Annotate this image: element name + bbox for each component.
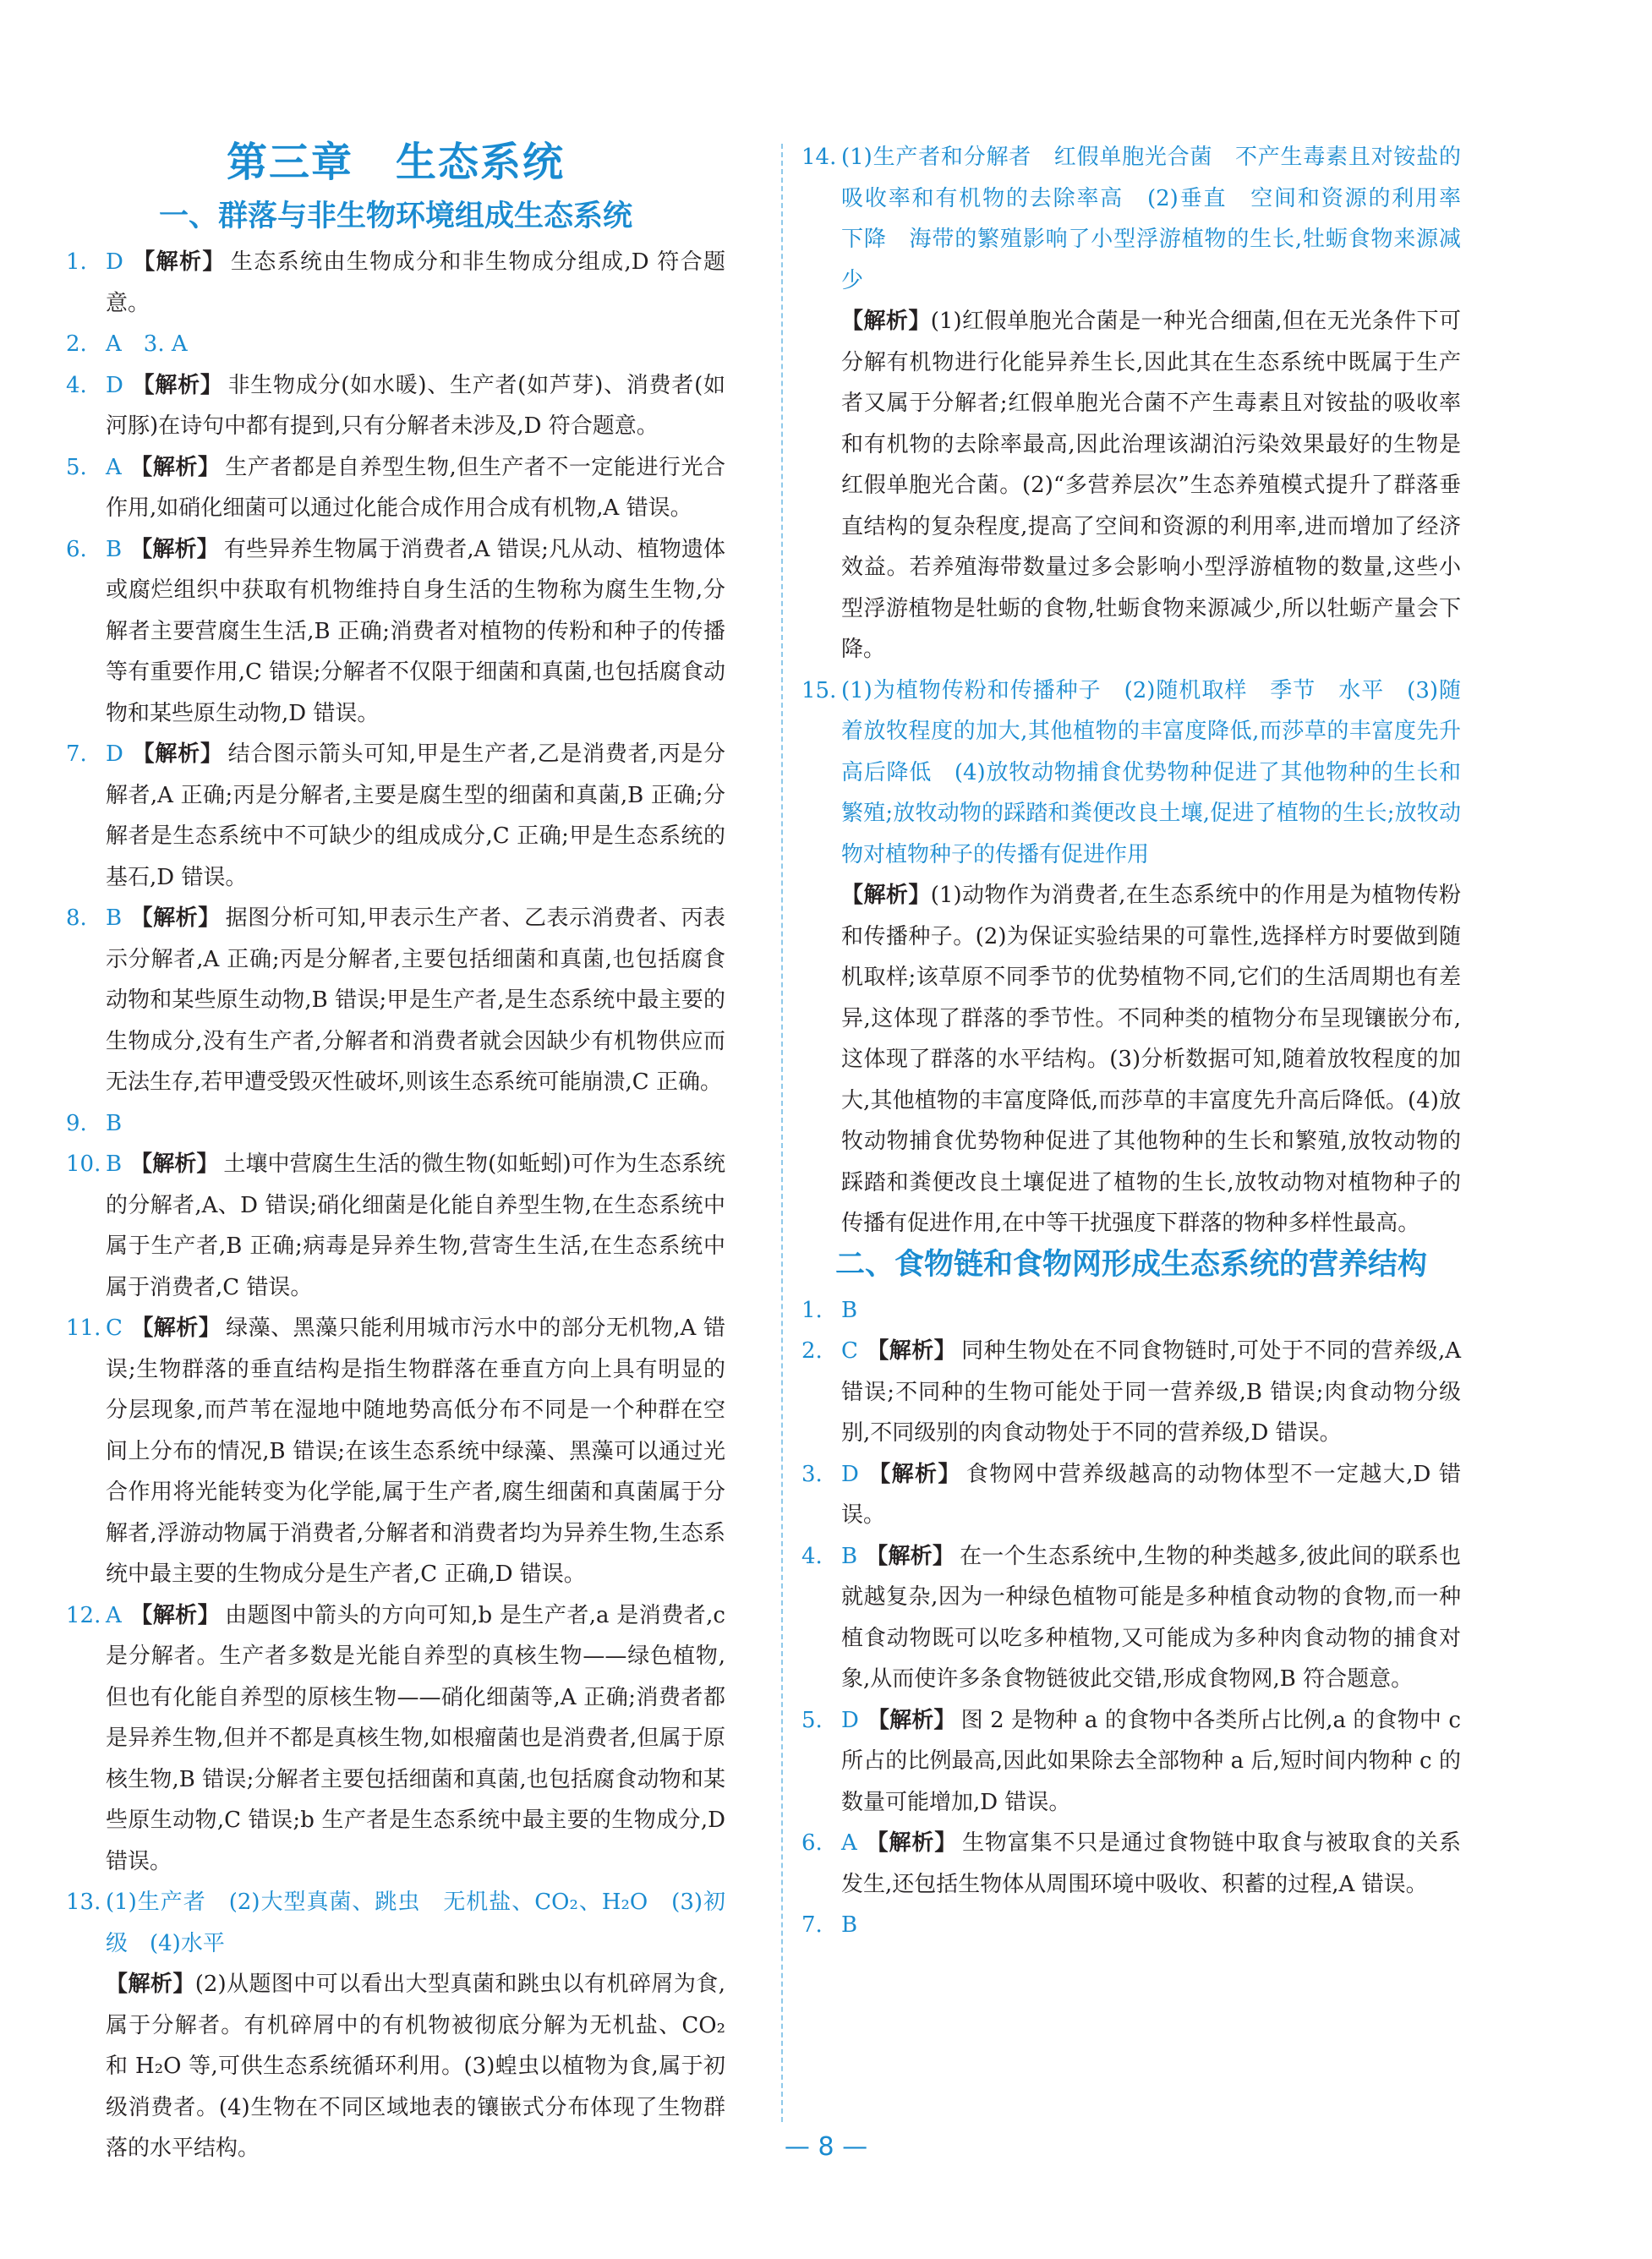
item-number: 14. bbox=[801, 145, 837, 170]
answer-key: C bbox=[841, 1338, 858, 1364]
analysis-text: 生态系统由生物成分和非生物成分组成,D 符合题意。 bbox=[106, 249, 725, 316]
item-number: 6. bbox=[66, 536, 87, 562]
analysis-tag: 【解析】 bbox=[130, 905, 221, 931]
analysis-tag: 【解析】 bbox=[130, 1315, 222, 1341]
analysis-text: 土壤中营腐生生活的微生物(如蚯蚓)可作为生态系统的分解者,A、D 错误;硝化细菌是化能自养型生物,在生态系统中属于生产者,B 正确;病毒是异养生物,营寄生生活,在生态系统中属于消费者,C 错误。 bbox=[106, 1151, 725, 1300]
analysis-text: 在一个生态系统中,生物的种类越多,彼此间的联系也就越复杂,因为一种绿色植物可能是多种植食动物的食物,而一种植食动物既可以吃多种植物,又可能成为多种肉食动物的捕食对象,从而使许多条食物链彼此交错,形成食物网,B 符合题意。 bbox=[841, 1543, 1461, 1692]
answer-item bbox=[801, 1905, 1461, 1946]
answer-key: D bbox=[106, 372, 123, 398]
answer-key: D bbox=[841, 1707, 859, 1733]
item-number: 1. bbox=[801, 1297, 823, 1323]
answer-key: B bbox=[106, 905, 123, 931]
analysis-tag: 【解析】 bbox=[867, 1707, 956, 1733]
analysis-tag: 【解析】 bbox=[867, 1461, 961, 1487]
analysis-text: 生物富集不只是通过食物链中取食与被取食的关系发生,还包括生物体从周围环境中吸收、积蓄的过程,A 错误。 bbox=[841, 1830, 1461, 1897]
analysis-tag: 【解析】 bbox=[106, 1972, 195, 1997]
item-number: 5. bbox=[801, 1707, 823, 1733]
item-number: 6. bbox=[801, 1830, 823, 1856]
answer-item bbox=[66, 529, 725, 735]
answer-item bbox=[66, 1103, 725, 1145]
answer-item bbox=[66, 1308, 725, 1595]
analysis-tag: 【解析】 bbox=[865, 1830, 958, 1856]
section-1-title: 一、群落与非生物环境组成生态系统 bbox=[158, 199, 632, 233]
analysis-paragraph bbox=[801, 875, 1461, 1244]
answer-item bbox=[801, 1700, 1461, 1824]
item-number: 11. bbox=[66, 1315, 101, 1341]
section-2-title: 二、食物链和食物网形成生态系统的营养结构 bbox=[834, 1246, 1427, 1282]
analysis-tag: 【解析】 bbox=[131, 372, 223, 398]
answer-key: A bbox=[106, 1602, 122, 1628]
chapter-title: 第三章 生态系统 bbox=[226, 139, 565, 186]
analysis-tag: 【解析】 bbox=[129, 1602, 221, 1628]
analysis-tag: 【解析】 bbox=[131, 741, 223, 767]
answer-key: B bbox=[841, 1912, 858, 1938]
left-column bbox=[66, 135, 725, 2169]
item-number: 1. bbox=[66, 249, 87, 275]
answer-key: B bbox=[106, 1110, 123, 1136]
answer-item bbox=[66, 734, 725, 898]
answer-key: D bbox=[106, 249, 123, 275]
analysis-tag: 【解析】 bbox=[130, 536, 219, 562]
item-number: 10. bbox=[66, 1151, 101, 1177]
analysis-paragraph bbox=[801, 301, 1461, 670]
answer-item bbox=[66, 324, 725, 365]
answer-item bbox=[66, 1595, 725, 1883]
answer-item bbox=[66, 1882, 725, 1964]
item-number: 4. bbox=[801, 1543, 823, 1569]
answer-item bbox=[801, 1290, 1461, 1332]
column-divider bbox=[781, 144, 783, 2122]
answer-key: A 3. A bbox=[106, 331, 188, 357]
answer-item bbox=[801, 137, 1484, 301]
analysis-tag: 【解析】 bbox=[866, 1543, 955, 1569]
item-number: 5. bbox=[66, 454, 87, 480]
item-number: 13. bbox=[66, 1890, 101, 1915]
analysis-text: 生产者都是自养型生物,但生产者不一定能进行光合作用,如硝化细菌可以通过化能合成作用合成有机物,A 错误。 bbox=[106, 454, 725, 521]
analysis-tag: 【解析】 bbox=[129, 454, 221, 480]
answer-item bbox=[801, 1454, 1461, 1536]
answer-item bbox=[801, 1823, 1461, 1905]
analysis-text: 非生物成分(如水暖)、生产者(如芦芽)、消费者(如河豚)在诗句中都有提到,只有分解者未涉及,D 符合题意。 bbox=[106, 372, 725, 439]
item-number: 15. bbox=[801, 677, 837, 703]
item-number: 3. bbox=[801, 1461, 823, 1487]
item-number: 2. bbox=[66, 331, 87, 357]
answer-item bbox=[801, 1536, 1461, 1700]
analysis-text: 绿藻、黑藻只能利用城市污水中的部分无机物,A 错误;生物群落的垂直结构是指生物群落在垂直方向上具有明显的分层现象,而芦苇在湿地中随地势高低分布不同是一个种群在空间上分布的情况,B 错误;在该生态系统中绿藻、黑藻可以通过光合作用将光能转变为化学能,属于生产者,腐生细菌和真菌属于分解者,浮游动物属于消费者,分解者和消费者均为异养生物,生态系统中最主要的生物成分是生产者,C 正确,D 错误。 bbox=[106, 1315, 725, 1587]
analysis-text: 据图分析可知,甲表示生产者、乙表示消费者、丙表示分解者,A 正确;丙是分解者,主要包括细菌和真菌,也包括腐食动物和某些原生动物,B 错误;甲是生产者,是生态系统中最主要的生物成分,没有生产者,分解者和消费者就会因缺少有机物供应而无法生存,若甲遭受毁灭性破坏,则该生态系统可能崩溃,C 正确。 bbox=[106, 905, 725, 1095]
item-number: 4. bbox=[66, 372, 87, 398]
analysis-text: 有些异养生物属于消费者,A 错误;凡从动、植物遗体或腐烂组织中获取有机物维持自身生活的生物称为腐生生物,分解者主要营腐生生活,B 正确;消费者对植物的传粉和种子的传播等有重要作用,C 错误;分解者不仅限于细菌和真菌,也包括腐食动物和某些原生动物,D 错误。 bbox=[106, 536, 725, 726]
answer-item bbox=[66, 242, 725, 324]
answer-item bbox=[66, 1144, 725, 1308]
analysis-tag: 【解析】 bbox=[130, 1151, 219, 1177]
answer-key: B bbox=[841, 1543, 858, 1569]
right-column bbox=[801, 137, 1484, 1946]
item-number: 8. bbox=[66, 905, 87, 931]
answer-key: D bbox=[841, 1461, 859, 1487]
answer-item bbox=[801, 1331, 1461, 1454]
answer-key: C bbox=[106, 1315, 123, 1341]
answer-key: B bbox=[106, 1151, 123, 1177]
answer-fill: (1)为植物传粉和传播种子 (2)随机取样 季节 水平 (3)随着放牧程度的加大,其他植物的丰富度降低,而莎草的丰富度先升高后降低 (4)放牧动物捕食优势物种促进了其他物种的生长和繁殖;放牧动物的踩踏和粪便改良土壤,促进了植物的生长;放牧动物对植物种子的传播有促进作用 bbox=[841, 677, 1461, 867]
answer-key: D bbox=[106, 741, 123, 767]
answer-key: B bbox=[841, 1297, 858, 1323]
answer-item bbox=[66, 447, 725, 529]
analysis-tag: 【解析】 bbox=[866, 1338, 957, 1364]
analysis-tag: 【解析】 bbox=[841, 883, 931, 908]
analysis-text: (1)动物作为消费者,在生态系统中的作用是为植物传粉和传播种子。(2)为保证实验结果的可靠性,选择样方时要做到随机取样;该草原不同季节的优势植物不同,它们的生活周期也有差异,这体现了群落的季节性。不同种类的植物分布呈现镶嵌分布,这体现了群落的水平结构。(3)分析数据可知,随着放牧程度的加大,其他植物的丰富度降低,而莎草的丰富度先升高后降低。(4)放牧动物捕食优势物种促进了其他物种的生长和繁殖,放牧动物的踩踏和粪便改良土壤促进了植物的生长,放牧动物对植物种子的传播有促进作用,在中等干扰强度下群落的物种多样性最高。 bbox=[841, 883, 1461, 1236]
analysis-tag: 【解析】 bbox=[841, 309, 931, 334]
answer-item bbox=[66, 365, 725, 447]
analysis-text: 图 2 是物种 a 的食物中各类所占比例,a 的食物中 c 所占的比例最高,因此如果除去全部物种 a 后,短时间内物种 c 的数量可能增加,D 错误。 bbox=[841, 1707, 1461, 1815]
answer-key: A bbox=[841, 1830, 857, 1856]
answer-item bbox=[66, 898, 725, 1103]
answer-fill: (1)生产者 (2)大型真菌、跳虫 无机盐、CO₂、H₂O (3)初级 (4)水平 bbox=[106, 1890, 725, 1956]
item-number: 7. bbox=[66, 741, 87, 767]
item-number: 12. bbox=[66, 1602, 101, 1628]
page-number: — 8 — bbox=[784, 2132, 868, 2162]
answer-key: A bbox=[106, 454, 122, 480]
analysis-text: 结合图示箭头可知,甲是生产者,乙是消费者,丙是分解者,A 正确;丙是分解者,主要是腐生型的细菌和真菌,B 正确;分解者是生态系统中不可缺少的组成成分,C 正确;甲是生态系统的基石,D 错误。 bbox=[106, 741, 725, 890]
analysis-text: 食物网中营养级越高的动物体型不一定越大,D 错误。 bbox=[841, 1461, 1461, 1528]
analysis-text: (2)从题图中可以看出大型真菌和跳虫以有机碎屑为食,属于分解者。有机碎屑中的有机物被彻底分解为无机盐、CO₂ 和 H₂O 等,可供生态系统循环利用。(3)蝗虫以植物为食,属于初级消费者。(4)生物在不同区域地表的镶嵌式分布体现了生物群落的水平结构。 bbox=[106, 1972, 725, 2161]
analysis-text: 同种生物处在不同食物链时,可处于不同的营养级,A 错误;不同种的生物可能处于同一营养级,B 错误;肉食动物分级别,不同级别的肉食动物处于不同的营养级,D 错误。 bbox=[841, 1338, 1461, 1446]
analysis-text: (1)红假单胞光合菌是一种光合细菌,但在无光条件下可分解有机物进行化能异养生长,因此其在生态系统中既属于生产者又属于分解者;红假单胞光合菌不产生毒素且对铵盐的吸收率和有机物的去除率最高,因此治理该湖泊污染效果最好的生物是红假单胞光合菌。(2)“多营养层次”生态养殖模式提升了群落垂直结构的复杂程度,提高了空间和资源的利用率,进而增加了经济效益。若养殖海带数量过多会影响小型浮游植物的数量,这些小型浮游植物是牡蛎的食物,牡蛎食物来源减少,所以牡蛎产量会下降。 bbox=[841, 309, 1461, 662]
item-number: 9. bbox=[66, 1110, 87, 1136]
answer-item bbox=[801, 670, 1461, 876]
answer-key: B bbox=[106, 536, 123, 562]
analysis-text: 由题图中箭头的方向可知,b 是生产者,a 是消费者,c 是分解者。生产者多数是光能自养型的真核生物——绿色植物,但也有化能自养型的原核生物——硝化细菌等,A 正确;消费者都是异养生物,但并不都是真核生物,如根瘤菌也是消费者,但属于原核生物,B 错误;分解者主要包括细菌和真菌,也包括腐食动物和某些原生动物,C 错误;b 生产者是生态系统中最主要的生物成分,D 错误。 bbox=[106, 1602, 725, 1874]
analysis-tag: 【解析】 bbox=[131, 249, 226, 275]
answer-fill: (1)生产者和分解者 红假单胞光合菌 不产生毒素且对铵盐的吸收率和有机物的去除率高 (2)垂直 空间和资源的利用率 下降 海带的繁殖影响了小型浮游植物的生长,牡蛎食物来源减少 bbox=[841, 145, 1484, 293]
item-number: 2. bbox=[801, 1338, 823, 1364]
item-number: 7. bbox=[801, 1912, 823, 1938]
